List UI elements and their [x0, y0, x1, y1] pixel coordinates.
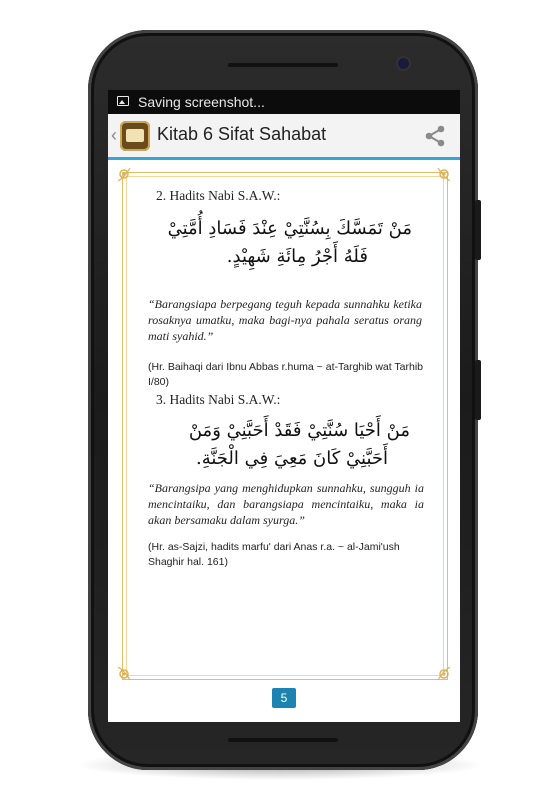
arabic-text-line: فَلَهُ أَجْرُ مِائَةِ شَهِيْدٍ. [226, 246, 368, 267]
ornament-corner-icon [430, 660, 452, 682]
hadith-translation: “Barangsipa yang menghidupkan sunnahku, sungguh ia mencintaiku, dan barangsiapa mencintaiku, maka ia akan bersamaku dalam syurga.” [148, 481, 424, 527]
phone-frame [88, 30, 478, 770]
arabic-text-line: مَنْ أَحْيَا سُنَّتِيْ فَقَدْ أَحَبَّنِيْ وَمَنْ [188, 420, 410, 441]
arabic-text-line: أَحَبَّنِيْ كَانَ مَعِيَ فِي الْجَنَّةِ. [196, 448, 388, 469]
app-title: Kitab 6 Sifat Sahabat [157, 124, 327, 144]
front-camera [398, 58, 409, 69]
ornament-corner-icon [430, 166, 452, 188]
page-content[interactable] [108, 160, 460, 722]
page-number-badge: 5 [272, 688, 296, 708]
power-button[interactable] [475, 360, 481, 420]
image-icon [117, 96, 129, 106]
volume-button[interactable] [475, 200, 481, 260]
bottom-speaker [228, 738, 338, 742]
hadith-heading: 2. Hadits Nabi S.A.W.: [156, 188, 281, 203]
hadith-translation: “Barangsiapa berpegang teguh kepada sunnahku ketika rosaknya umatku, maka bagi-nya pahala seratus orang mati syahid.” [148, 297, 422, 343]
hadith-reference: (Hr. as-Sajzi, hadits marfu' dari Anas r.a. ~ al-Jami'ush Shaghir hal. 161) [148, 541, 400, 568]
ornament-corner-icon [116, 166, 138, 188]
arabic-text-line: مَنْ تَمَسَّكَ بِسُنَّتِيْ عِنْدَ فَسَادِ أُمَّتِيْ [167, 218, 412, 239]
screen [108, 90, 460, 722]
share-icon[interactable] [422, 123, 448, 149]
ornament-corner-icon [116, 660, 138, 682]
chevron-left-icon[interactable]: ‹ [111, 125, 117, 145]
hadith-heading: 3. Hadits Nabi S.A.W.: [156, 392, 281, 407]
status-bar [108, 90, 460, 114]
status-text: Saving screenshot... [138, 94, 265, 110]
book-icon[interactable] [120, 121, 150, 151]
hadith-reference: (Hr. Baihaqi dari Ibnu Abbas r.huma ~ at-Targhib wat Tarhib I/80) [148, 361, 424, 388]
top-speaker [228, 63, 338, 67]
action-bar [108, 114, 460, 160]
